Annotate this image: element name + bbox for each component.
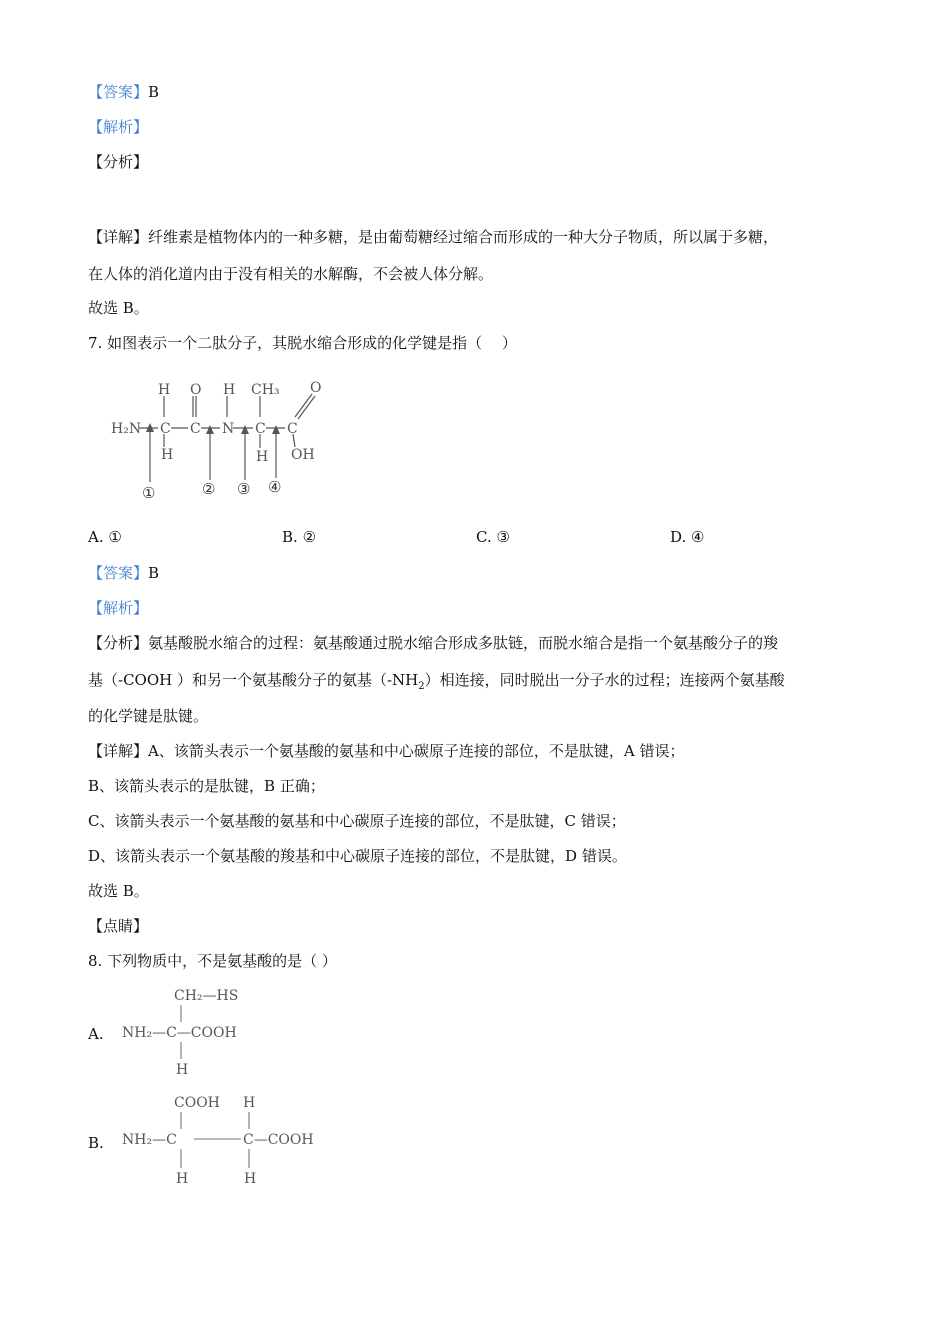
q7-option-c[interactable] xyxy=(476,527,510,547)
fig-c-2: C xyxy=(190,421,201,437)
q7-detail-b: B、该箭头表示的是肽键，B 正确； xyxy=(88,777,325,795)
opt-b-bottom-right: H xyxy=(244,1171,257,1187)
fig-c-3: C xyxy=(255,421,266,437)
fig-h-top-1: H xyxy=(158,382,171,398)
fig-h-top-2: H xyxy=(223,382,236,398)
q7-fenxi-line-2 xyxy=(88,670,785,697)
opt-b-bottom-left: H xyxy=(176,1171,189,1187)
q7-analysis-tag: 【解析】 xyxy=(88,599,149,617)
q6-answer-line xyxy=(88,82,159,102)
q6-detail-line-1 xyxy=(88,227,778,247)
fenxi-text-a: 基（-COOH ）和另一个氨基酸分子的氨基（-NH xyxy=(88,671,419,689)
opt-a-bottom: H xyxy=(176,1062,189,1078)
q7-fenxi-line-1 xyxy=(88,633,778,653)
option-text: ② xyxy=(302,528,317,546)
answer-tag: 【答案】 xyxy=(88,83,149,101)
fig-h2n: H₂N xyxy=(111,421,142,437)
fenxi-subscript: 2 xyxy=(418,681,425,692)
detail-tag: 【详解】 xyxy=(88,228,149,246)
opt-a-top: CH₂—HS xyxy=(174,988,239,1004)
detail-tag: 【详解】 xyxy=(88,742,149,760)
answer-tag: 【答案】 xyxy=(88,564,149,582)
opt-b-top-right: H xyxy=(243,1095,256,1111)
q6-detail-line-2: 在人体的消化道内由于没有相关的水解酶，不会被人体分解。 xyxy=(88,265,494,283)
q7-detail-c: C、该箭头表示一个氨基酸的氨基和中心碳原子连接的部位，不是肽键，C 错误； xyxy=(88,812,626,830)
option-text: ④ xyxy=(691,528,705,546)
fig-mark-4: ④ xyxy=(268,478,282,496)
q7-detail-a xyxy=(88,741,684,761)
option-label: D. xyxy=(670,528,687,546)
q7-dianjing-tag: 【点睛】 xyxy=(88,917,149,935)
option-label: C. xyxy=(476,528,492,546)
fig-o-1: O xyxy=(190,382,202,398)
q7-stem: 7. 如图表示一个二肽分子，其脱水缩合形成的化学键是指（ ） xyxy=(88,334,517,352)
option-text: ③ xyxy=(496,528,510,546)
fig-mark-3: ③ xyxy=(237,480,251,498)
option-label: B. xyxy=(282,528,298,546)
fig-h-bottom-3: H xyxy=(256,449,269,465)
q7-fenxi-line-3: 的化学键是肽键。 xyxy=(88,707,209,725)
fig-h-bottom-1: H xyxy=(161,447,174,463)
fig-mark-1: ① xyxy=(142,484,156,502)
fenxi-text-b: ）相连接，同时脱出一分子水的过程；连接两个氨基酸 xyxy=(424,671,785,689)
option-text: ① xyxy=(108,528,122,546)
q8-option-b-structure xyxy=(118,1090,333,1190)
q7-answer-line xyxy=(88,563,159,583)
opt-b-top-left: COOH xyxy=(174,1095,220,1111)
answer-value: B xyxy=(148,83,160,101)
q7-option-b[interactable] xyxy=(282,527,316,547)
option-label: A. xyxy=(88,528,104,546)
q8-option-a-label[interactable]: A. xyxy=(88,1025,104,1043)
q6-fenxi-tag: 【分析】 xyxy=(88,153,149,171)
detail-text: A、该箭头表示一个氨基酸的氨基和中心碳原子连接的部位，不是肽键，A 错误； xyxy=(148,742,685,760)
q7-option-a[interactable] xyxy=(88,527,122,547)
fenxi-text: 氨基酸脱水缩合的过程：氨基酸通过脱水缩合形成多肽链，而脱水缩合是指一个氨基酸分子的羧 xyxy=(148,634,779,652)
q7-option-d[interactable] xyxy=(670,527,705,547)
fig-o-2: O xyxy=(310,380,322,396)
q6-analysis-tag: 【解析】 xyxy=(88,118,149,136)
fig-c-4: C xyxy=(287,421,298,437)
fig-ch3: CH₃ xyxy=(251,382,280,398)
opt-a-main: NH₂—C—COOH xyxy=(122,1025,237,1041)
fig-c-1: C xyxy=(160,421,171,437)
q7-conclusion: 故选 B。 xyxy=(88,882,149,900)
fig-oh: OH xyxy=(291,447,315,463)
dipeptide-structure-figure xyxy=(105,372,335,507)
q8-option-b-label[interactable]: B. xyxy=(88,1134,104,1152)
opt-b-main-left: NH₂—C xyxy=(122,1132,177,1148)
opt-b-main-right: C—COOH xyxy=(243,1132,314,1148)
fig-n: N xyxy=(222,421,235,437)
detail-text: 纤维素是植物体内的一种多糖，是由葡萄糖经过缩合而形成的一种大分子物质，所以属于多糖， xyxy=(148,228,779,246)
fig-mark-2: ② xyxy=(202,480,216,498)
q8-stem: 8. 下列物质中，不是氨基酸的是（ ） xyxy=(88,952,337,970)
q6-conclusion: 故选 B。 xyxy=(88,299,149,317)
fenxi-tag: 【分析】 xyxy=(88,634,149,652)
q7-detail-d: D、该箭头表示一个氨基酸的羧基和中心碳原子连接的部位，不是肽键，D 错误。 xyxy=(88,847,627,865)
answer-value: B xyxy=(148,564,160,582)
q8-option-a-structure xyxy=(118,982,268,1080)
